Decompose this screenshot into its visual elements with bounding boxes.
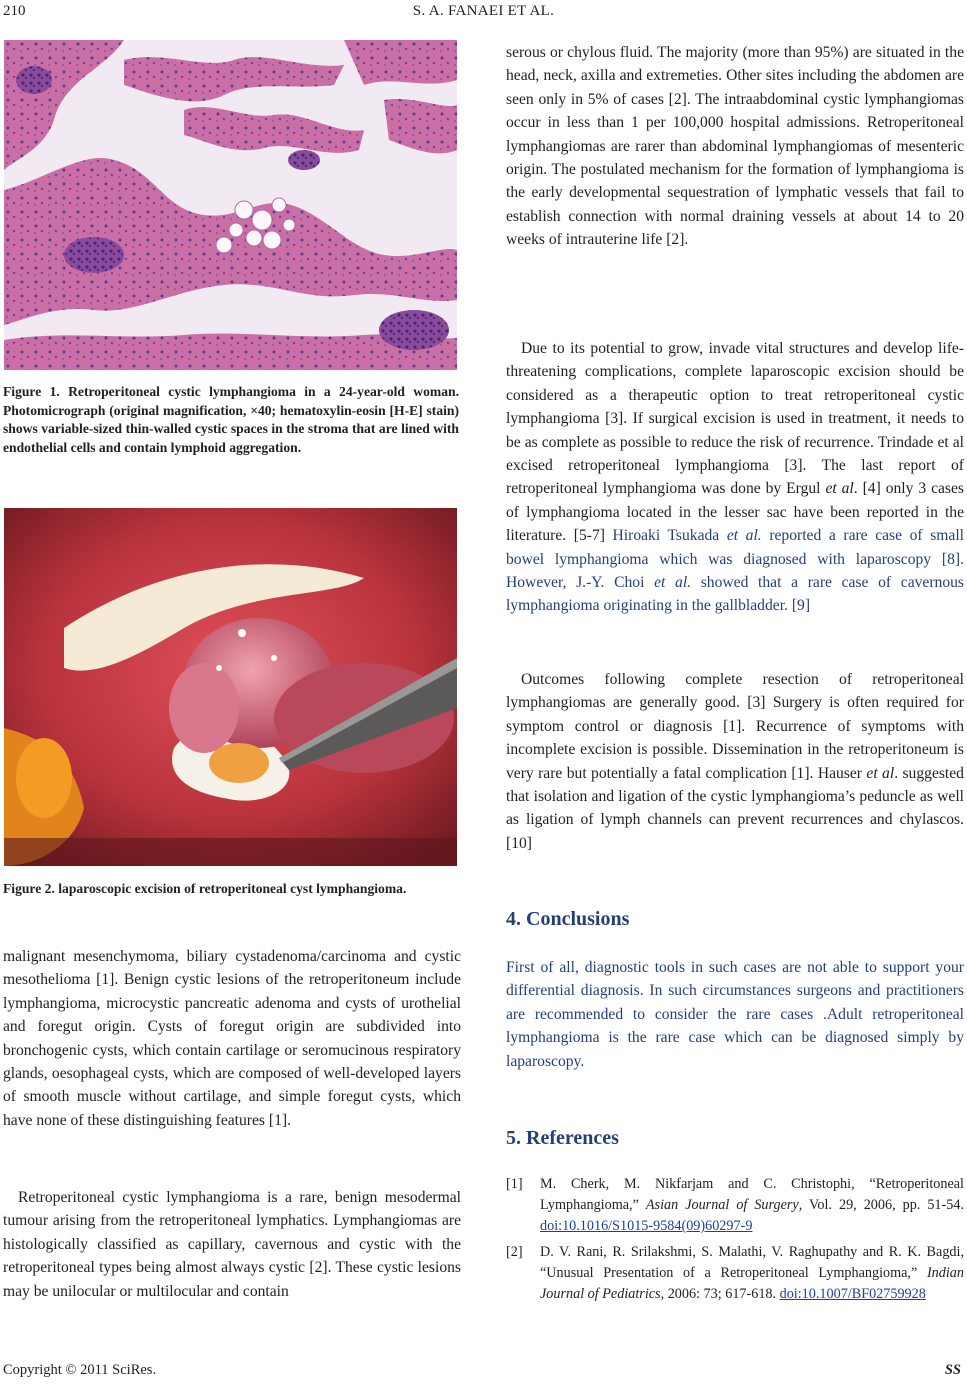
reference-1-authors-title: M. Cherk, M. Nikfarjam and C. Christophi, “Retroperitoneal Lymphangioma,” <box>540 1176 964 1213</box>
figure-2-laparoscopic-image <box>4 508 457 866</box>
left-paragraph-1: malignant mesenchymoma, biliary cystadenoma/carcinoma and cystic mesothelioma [1]. Benign cystic lesions of the retroperitoneum include lymphangioma, microcystic pancreatic adenoma and cysts of urothelial and foregut origin. Cysts of foregut origin are subdivided into bronchogenic cysts, which contain cartilage or seromucinous respiratory glands, oesophageal cysts, which are composed of well-developed layers of smooth muscle without cartilage, and simple foregut cysts, which have none of these distinguishing features [1]. <box>3 948 461 1129</box>
reference-2-volume: , 2006: 73; 617-618. <box>660 1286 780 1302</box>
figure-2-caption: Figure 2. laparoscopic excision of retroperitoneal cyst lymphangioma. <box>3 881 407 896</box>
right-p2-em-2: et al. <box>726 527 762 545</box>
right-p2-text-e: showed that a rare case of cavernous lymphangioma originating in the gallbladder. [9] <box>506 574 964 615</box>
conclusions-heading: 4. Conclusions <box>506 908 630 930</box>
reference-1-journal: Asian Journal of Surgery <box>645 1197 799 1213</box>
right-p2-text-d: reported a rare case of small bowel lymphangioma which was diagnosed with laparoscopy [8]. However, J.-Y. Choi <box>506 527 964 592</box>
right-paragraph-2 <box>506 337 964 618</box>
page-number: 210 <box>3 3 26 19</box>
reference-2-authors-title: D. V. Rani, R. Srilakshmi, S. Malathi, V. Raghupathy and R. K. Bagdi, “Unusual Presentation of a Retroperitoneal Lymphangioma,” <box>540 1244 964 1281</box>
reference-2-journal: Indian Journal of Pediatrics <box>540 1265 964 1302</box>
right-p3-text-b: . suggested that isolation and ligation of the cystic lymphangioma’s peduncle as well as ligation of lymph channels can prevent recurrences and chylascos. [10] <box>506 764 964 852</box>
right-p3-text-a: Outcomes following complete resection of retroperitoneal lymphangiomas are generally good. [3] Surgery is often required for symptom control or diagnosis [1]. Recurrence of symptoms with incomplete excision is possible. Dissemination in the retroperitoneum is very rare but potentially a fatal complication [1]. Hauser <box>506 671 964 782</box>
reference-2-doi-link[interactable]: doi:10.1007/BF02759928 <box>779 1286 926 1302</box>
figure-1-caption: Figure 1. Retroperitoneal cystic lymphangioma in a 24-year-old woman. Photomicrograph (original magnification, ×40; hematoxylin-eosin [H-E] stain) shows variable-sized thin-walled cystic spaces in the stroma that are lined with endothelial cells and contain lymphoid aggregation. <box>3 384 459 455</box>
right-p2-text-c: Hiroaki Tsukada <box>612 527 727 545</box>
right-p2-em-1: et al <box>825 480 854 498</box>
reference-2-number: [2] <box>506 1244 523 1260</box>
references-heading: 5. References <box>506 1127 619 1149</box>
right-p2-text-b: . [4] only 3 cases of lymphangioma located in the lesser sac have been reported in the literature. [5-7] <box>506 480 964 545</box>
right-p3-em: et al <box>866 764 895 782</box>
reference-1-body <box>540 1174 964 1237</box>
right-p2-em-3: et al. <box>654 574 692 592</box>
right-paragraph-3 <box>506 668 964 855</box>
footer-journal-abbrev: SS <box>944 1362 961 1378</box>
reference-2 <box>506 1242 964 1330</box>
footer-copyright: Copyright © 2011 SciRes. <box>3 1362 157 1378</box>
reference-2-body <box>540 1242 964 1305</box>
figure-2-image <box>4 508 457 866</box>
reference-1-volume: , Vol. 29, 2006, pp. 51-54. <box>798 1197 964 1213</box>
conclusions-text: First of all, diagnostic tools in such cases are not able to support your differential diagnosis. In such circumstances surgeons and practitioners are recommended to consider the rare cases .Adult retroperitoneal lymphangioma is the rare case which can be diagnosed simply by laparoscopy. <box>506 959 964 1070</box>
figure-1-photomicrograph <box>4 40 457 370</box>
left-paragraph-2: Retroperitoneal cystic lymphangioma is a rare, benign mesodermal tumour arising from the retroperitoneal lymphatics. Lymphangiomas are histologically classified as capillary, cavernous and cystic with the retroperitoneal types being almost always cystic [2]. These cystic lesions may be unilocular or multilocular and contain <box>3 1189 461 1300</box>
figure-1-image <box>4 40 457 370</box>
right-paragraph-1: serous or chylous fluid. The majority (more than 95%) are situated in the head, neck, axilla and extremeties. Other sites including the abdomen are seen only in 5% of cases [2]. The intraabdominal cystic lymphangiomas occur in less than 1 per 100,000 hospital admissions. Retroperitoneal lymphangiomas are rarer than abdominal lymphangiomas of mesenteric origin. The postulated mechanism for the formation of lymphangioma is the early developmental sequestration of lymphatic vessels that fail to establish connection with normal draining vessels at about 14 to 20 weeks of intrauterine life [2]. <box>506 44 964 249</box>
reference-1-doi-link[interactable]: doi:10.1016/S1015-9584(09)60297-9 <box>540 1218 753 1234</box>
reference-1-number: [1] <box>506 1176 523 1192</box>
reference-1 <box>506 1174 964 1240</box>
right-p2-text-a: Due to its potential to grow, invade vital structures and develop life-threatening complications, complete laparoscopic excision should be considered as a therapeutic option to treat retroperitoneal cystic lymphangioma [3]. If surgical excision is used in treatment, it needs to be as complete as possible to reduce the risk of recurrence. Trindade et al excised retroperitoneal lymphangioma [3]. The last report of retroperitoneal lymphangioma was done by Ergul <box>506 340 964 498</box>
running-title: S. A. FANAEI ET AL. <box>412 3 555 19</box>
